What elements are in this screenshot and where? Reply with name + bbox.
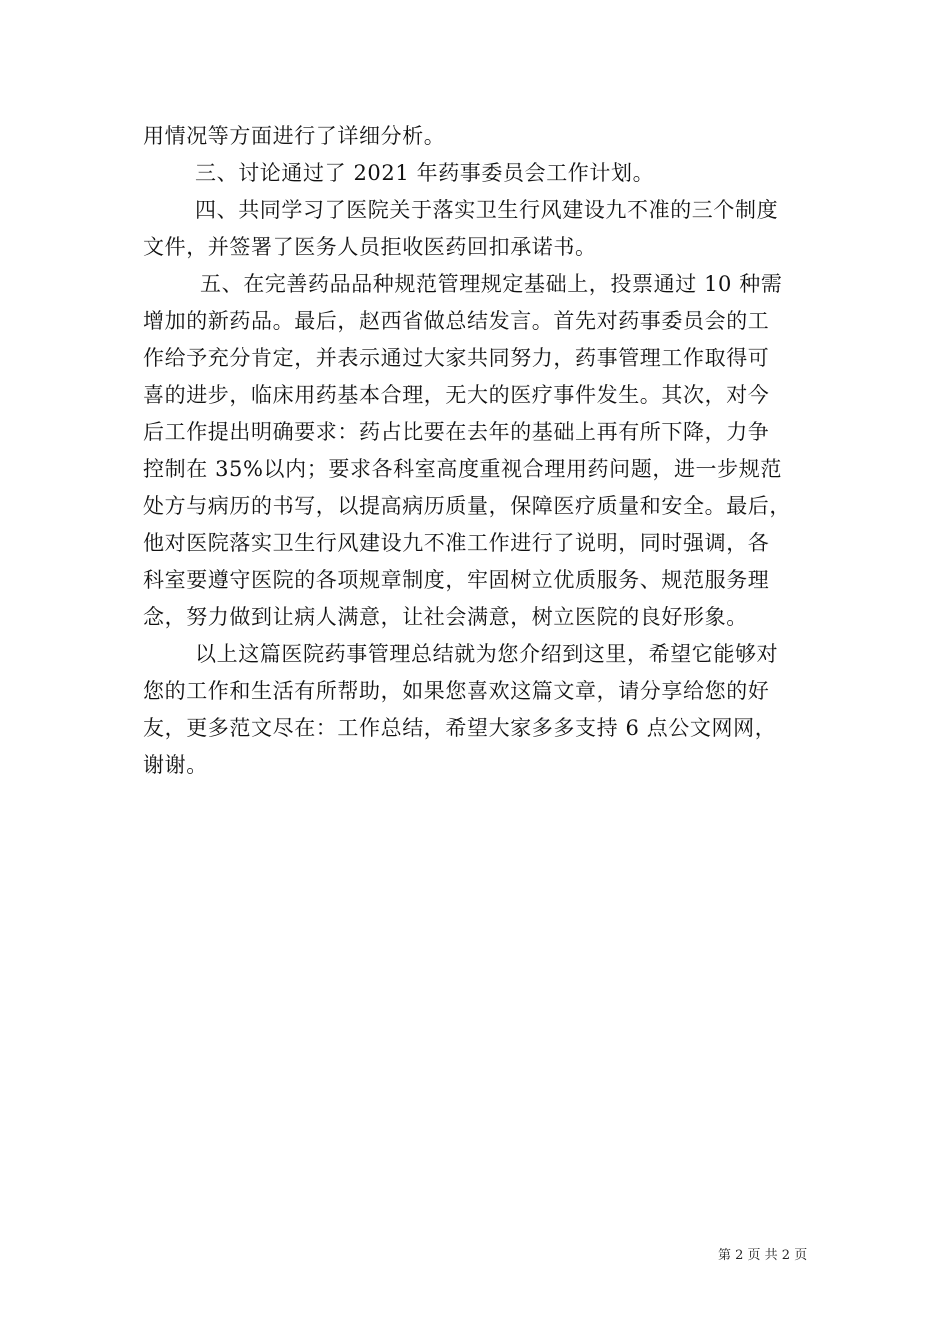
text-line: 用情况等方面进行了详细分析。 [143,124,446,148]
text-line: 后工作提出明确要求：药占比要在去年的基础上再有所下降，力争 [143,420,770,444]
page-number: 第 2 页 共 2 页 [718,1248,808,1263]
text-line: 三、讨论通过了 2021 年药事委员会工作计划。 [195,161,655,185]
text-line: 他对医院落实卫生行风建设九不准工作进行了说明，同时强调，各 [143,531,770,555]
text-line: 文件，并签署了医务人员拒收医药回扣承诺书。 [143,235,597,259]
text-line: 增加的新药品。最后，赵西省做总结发言。首先对药事委员会的工 [143,309,770,333]
text-line: 作给予充分肯定，并表示通过大家共同努力，药事管理工作取得可 [143,346,770,370]
document-body [143,118,823,784]
text-line: 控制在 35%以内；要求各科室高度重视合理用药问题，进一步规范 [143,457,782,481]
text-line: 处方与病历的书写，以提高病历质量，保障医疗质量和安全。最后， [143,494,791,518]
text-line: 友，更多范文尽在：工作总结，希望大家多多支持 6 点公文网网， [143,716,777,740]
text-line: 喜的进步，临床用药基本合理，无大的医疗事件发生。其次，对今 [143,383,770,407]
text-line: 谢谢。 [143,753,208,777]
text-line: 五、在完善药品品种规范管理规定基础上，投票通过 10 种需 [200,272,783,296]
text-line: 以上这篇医院药事管理总结就为您介绍到这里，希望它能够对 [195,642,779,666]
text-line: 您的工作和生活有所帮助，如果您喜欢这篇文章，请分享给您的好 [143,679,770,703]
text-line: 四、共同学习了医院关于落实卫生行风建设九不准的三个制度 [195,198,779,222]
text-line: 念，努力做到让病人满意，让社会满意，树立医院的良好形象。 [143,605,748,629]
text-line: 科室要遵守医院的各项规章制度，牢固树立优质服务、规范服务理 [143,568,770,592]
